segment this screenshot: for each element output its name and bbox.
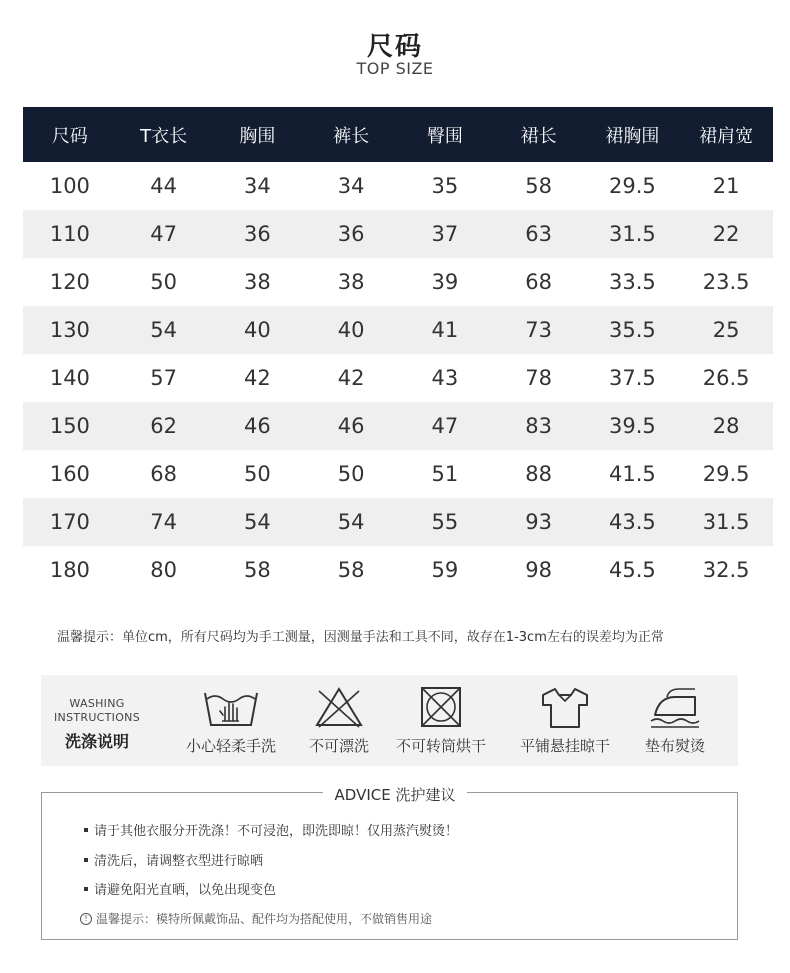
wash-item-no-tumble-dry: [381, 685, 501, 756]
table-row: [23, 450, 773, 498]
table-row: [23, 546, 773, 594]
table-cell: 83: [492, 402, 586, 450]
column-header: 臀围: [398, 107, 492, 162]
table-row: [23, 162, 773, 210]
advice-item-text: 清洗后，请调整衣型进行晾晒: [94, 854, 264, 869]
table-cell: 41.5: [608, 462, 656, 486]
wash-item-hand-wash: [171, 685, 291, 756]
bullet-icon: [84, 887, 88, 891]
table-cell: 43.5: [586, 498, 680, 546]
advice-title-text: ADVICE 洗护建议: [323, 786, 468, 804]
size-table-header: [23, 107, 773, 162]
washing-instructions: [41, 675, 738, 766]
table-cell: 38: [337, 270, 365, 294]
table-cell: 36: [211, 210, 305, 258]
table-cell: 51: [431, 462, 459, 486]
wash-item-label: 垫布熨烫: [644, 737, 705, 755]
advice-note: [80, 910, 432, 927]
advice-item: [84, 879, 276, 898]
table-cell: 33.5: [608, 270, 656, 294]
table-cell: 58: [244, 558, 271, 582]
table-cell: 37: [398, 210, 492, 258]
advice-item-text: 请避免阳光直晒，以免出现变色: [94, 883, 277, 898]
column-header: 裙胸围: [586, 107, 680, 162]
table-cell: 160: [49, 462, 90, 486]
table-cell: 37.5: [608, 366, 656, 390]
table-cell: 68: [525, 270, 552, 294]
table-cell: 43: [431, 366, 459, 390]
table-cell: 150: [23, 402, 117, 450]
wash-item-iron: [615, 685, 735, 756]
table-cell: 28: [679, 402, 773, 450]
table-cell: 62: [117, 402, 211, 450]
table-cell: 41: [398, 306, 492, 354]
table-cell: 40: [304, 306, 398, 354]
table-cell: 88: [525, 462, 552, 486]
table-cell: 46: [304, 402, 398, 450]
table-cell: 35.5: [586, 306, 680, 354]
table-cell: 34: [244, 174, 271, 198]
no-tumble-dry-icon: [411, 685, 471, 729]
hand-wash-icon: [201, 685, 261, 729]
table-cell: 74: [117, 498, 211, 546]
table-cell: 68: [150, 462, 177, 486]
table-cell: 32.5: [702, 558, 750, 582]
table-cell: 59: [431, 558, 459, 582]
iron-icon: [645, 685, 705, 729]
table-cell: 80: [150, 558, 177, 582]
table-cell: 50: [150, 270, 177, 294]
column-header: 裙长: [492, 107, 586, 162]
column-header: 胸围: [211, 107, 305, 162]
table-cell: 35: [431, 174, 459, 198]
table-cell: 40: [211, 306, 305, 354]
table-cell: 39: [431, 270, 459, 294]
table-cell: 120: [49, 270, 90, 294]
info-icon: !: [80, 913, 92, 925]
table-cell: 39.5: [586, 402, 680, 450]
table-cell: 98: [525, 558, 552, 582]
table-cell: 100: [49, 174, 90, 198]
table-cell: 36: [304, 210, 398, 258]
table-cell: 73: [492, 306, 586, 354]
table-cell: 140: [49, 366, 90, 390]
bullet-icon: [84, 828, 88, 832]
table-cell: 31.5: [586, 210, 680, 258]
table-cell: 180: [49, 558, 90, 582]
size-table-body: [23, 162, 773, 594]
table-cell: 93: [492, 498, 586, 546]
table-cell: 54: [211, 498, 305, 546]
table-cell: 42: [244, 366, 271, 390]
advice-title: [0, 784, 790, 805]
table-cell: 50: [337, 462, 365, 486]
washing-label-en: WASHING: [69, 697, 125, 710]
advice-note-text: 温馨提示：模特所佩戴饰品、配件均为搭配使用，不做销售用途: [96, 912, 433, 926]
table-cell: 58: [337, 558, 365, 582]
measurement-tip: 温馨提示：单位cm，所有尺码均为手工测量，因测量手法和工具不同，故存在1-3cm左右的误差均为正常: [57, 630, 664, 645]
advice-item: [84, 820, 458, 839]
table-cell: 63: [492, 210, 586, 258]
line-dry-icon: [535, 685, 595, 729]
table-cell: 34: [337, 174, 365, 198]
table-cell: 22: [679, 210, 773, 258]
table-cell: 78: [525, 366, 552, 390]
table-cell: 29.5: [608, 174, 656, 198]
table-cell: 42: [337, 366, 365, 390]
table-cell: 38: [244, 270, 271, 294]
table-cell: 25: [679, 306, 773, 354]
column-header: T衣长: [117, 107, 211, 162]
table-cell: 44: [150, 174, 177, 198]
table-cell: 170: [23, 498, 117, 546]
table-row: [23, 258, 773, 306]
table-row: [23, 354, 773, 402]
table-cell: 110: [23, 210, 117, 258]
table-cell: 47: [117, 210, 211, 258]
page-subtitle: TOP SIZE: [356, 59, 434, 78]
table-cell: 54: [117, 306, 211, 354]
washing-label-cn: 洗涤说明: [64, 732, 129, 751]
table-cell: 45.5: [608, 558, 656, 582]
table-cell: 55: [398, 498, 492, 546]
column-header: 尺码: [23, 107, 117, 162]
washing-label-en: INSTRUCTIONS: [54, 711, 140, 724]
table-cell: 50: [244, 462, 271, 486]
table-cell: 47: [398, 402, 492, 450]
page-title: 尺码: [366, 32, 423, 62]
bullet-icon: [84, 858, 88, 862]
table-cell: 21: [712, 174, 740, 198]
table-cell: 57: [150, 366, 177, 390]
advice-item-text: 请于其他衣服分开洗涤！不可浸泡，即洗即晾！仅用蒸汽熨烫！: [94, 824, 459, 839]
column-header: 裙肩宽: [679, 107, 773, 162]
no-bleach-icon: [309, 685, 369, 729]
table-cell: 26.5: [702, 366, 750, 390]
table-row: [23, 210, 773, 258]
wash-item-line-dry: [505, 685, 625, 756]
table-cell: 130: [23, 306, 117, 354]
wash-item-label: 平铺悬挂晾干: [519, 737, 610, 755]
table-cell: 58: [525, 174, 552, 198]
table-row: [23, 498, 773, 546]
table-cell: 29.5: [702, 462, 750, 486]
advice-item: [84, 850, 263, 869]
column-header: 裤长: [304, 107, 398, 162]
table-cell: 23.5: [702, 270, 750, 294]
table-cell: 46: [211, 402, 305, 450]
size-table: [23, 107, 773, 594]
table-cell: 31.5: [679, 498, 773, 546]
wash-item-label: 不可漂洗: [308, 737, 369, 755]
wash-item-label: 小心轻柔手洗: [185, 737, 276, 755]
table-cell: 54: [304, 498, 398, 546]
washing-label: [51, 697, 143, 752]
table-row: [23, 402, 773, 450]
wash-item-label: 不可转筒烘干: [395, 737, 486, 755]
table-row: [23, 306, 773, 354]
